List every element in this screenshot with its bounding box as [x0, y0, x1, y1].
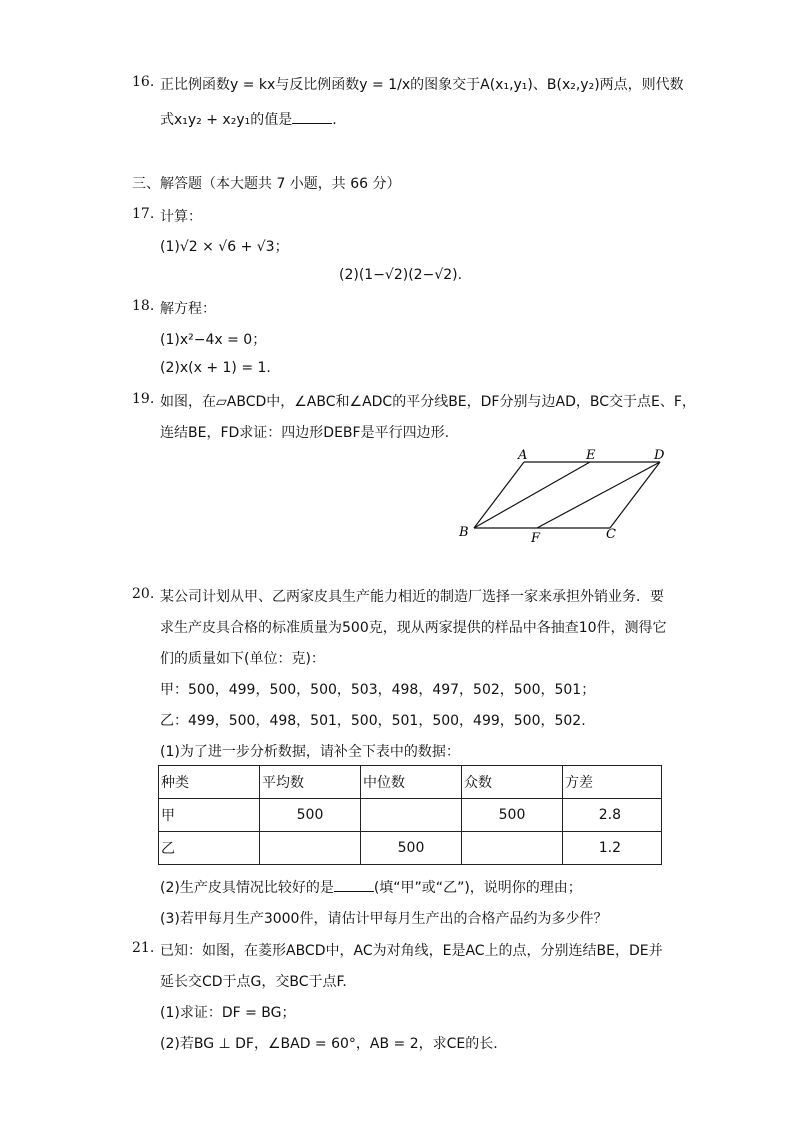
cell-jia-mean: 500: [260, 799, 361, 832]
q20-part1: (1)为了进一步分析数据，请补全下表中的数据：: [160, 744, 460, 760]
header-variance: 方差: [563, 766, 662, 799]
q20-answer-blank[interactable]: [334, 877, 374, 892]
table-row: [159, 832, 662, 865]
cell-yi-mode-blank[interactable]: [462, 832, 563, 865]
q20-part2-b: (填“甲”或“乙”)，说明你的理由；: [373, 880, 582, 896]
q19-text-line1: 如图，在▱ABCD中，∠ABC和∠ADC的平分线BE，DF分别与边AD，BC交于点E、F，: [160, 394, 696, 410]
q20-stats-table: [158, 765, 662, 865]
q21-text-line2: 延长交CD于点G，交BC于点F.: [160, 974, 347, 990]
label-b: B: [459, 525, 469, 540]
q20-text-line1: 某公司计划从甲、乙两家皮具生产能力相近的制造厂选择一家来承担外销业务．要: [160, 589, 664, 605]
segment-be: [474, 462, 590, 528]
q20-part3: (3)若甲每月生产3000件，请估计甲每月生产出的合格产品约为多少件？: [160, 911, 608, 927]
q18-number: 18.: [132, 298, 155, 314]
header-category: 种类: [159, 766, 260, 799]
q20-part2-a: (2)生产皮具情况比较好的是: [160, 880, 334, 896]
header-mean: 平均数: [260, 766, 361, 799]
cell-yi-variance: 1.2: [563, 832, 662, 865]
section3-title: 三、解答题（本大题共 7 小题，共 66 分）: [132, 176, 401, 192]
cell-jia-category: 甲: [159, 799, 260, 832]
q16-line2-a: 式x₁y₂ + x₂y₁的值是: [160, 112, 293, 128]
label-e: E: [586, 448, 596, 463]
q21-number: 21.: [132, 940, 155, 956]
q17-number: 17.: [132, 206, 155, 222]
segment-fd: [537, 462, 660, 528]
q20-part2: [160, 877, 582, 897]
edge-cd: [610, 462, 660, 528]
q18-part2: (2)x(x + 1) = 1.: [160, 360, 271, 376]
table-row: [159, 799, 662, 832]
label-f: F: [531, 531, 541, 546]
parallelogram-figure: [450, 444, 680, 548]
q16-text-line2: [160, 109, 337, 129]
q21-part1: (1)求证：DF = BG；: [160, 1005, 296, 1021]
q20-number: 20.: [132, 586, 155, 602]
cell-jia-mode: 500: [462, 799, 563, 832]
q19-number: 19.: [132, 391, 155, 407]
cell-yi-category: 乙: [159, 832, 260, 865]
q20-data-jia: 甲：500，499，500，500，503，498，497，502，500，501；: [160, 682, 596, 698]
q21-text-line1: 已知：如图，在菱形ABCD中，AC为对角线，E是AC上的点，分别连结BE，DE并: [160, 943, 663, 959]
header-mode: 众数: [462, 766, 563, 799]
label-a: A: [518, 448, 528, 463]
cell-yi-median: 500: [361, 832, 462, 865]
q17-part1: (1)√2 × √6 + √3；: [160, 239, 289, 255]
q21-part2: (2)若BG ⊥ DF，∠BAD = 60°，AB = 2，求CE的长.: [160, 1036, 498, 1052]
q19-text-line2: 连结BE，FD求证：四边形DEBF是平行四边形.: [160, 425, 450, 441]
table-header-row: [159, 766, 662, 799]
cell-jia-median-blank[interactable]: [361, 799, 462, 832]
q20-data-yi: 乙：499，500，498，501，500，501，500，499，500，502.: [160, 713, 586, 729]
cell-yi-mean-blank[interactable]: [260, 832, 361, 865]
q20-text-line2: 求生产皮具合格的标准质量为500克，现从两家提供的样品中各抽查10件，测得它: [160, 620, 667, 636]
q16-line2-b: .: [332, 112, 337, 128]
q20-text-line3: 们的质量如下(单位：克)：: [160, 651, 325, 667]
q16-text-line1: 正比例函数y = kx与反比例函数y = 1/x的图象交于A(x₁,y₁)、B(x₂,y₂)两点，则代数: [160, 77, 684, 93]
edge-ab: [474, 462, 524, 528]
label-d: D: [654, 448, 665, 463]
header-median: 中位数: [361, 766, 462, 799]
label-c: C: [606, 527, 616, 542]
q18-part1: (1)x²−4x = 0；: [160, 332, 267, 348]
q16-answer-blank[interactable]: [292, 109, 332, 124]
q17-part2: (2)(1−√2)(2−√2).: [339, 267, 463, 283]
q17-title: 计算：: [160, 209, 202, 225]
q16-number: 16.: [132, 74, 155, 90]
cell-jia-variance: 2.8: [563, 799, 662, 832]
q18-title: 解方程：: [160, 301, 216, 317]
